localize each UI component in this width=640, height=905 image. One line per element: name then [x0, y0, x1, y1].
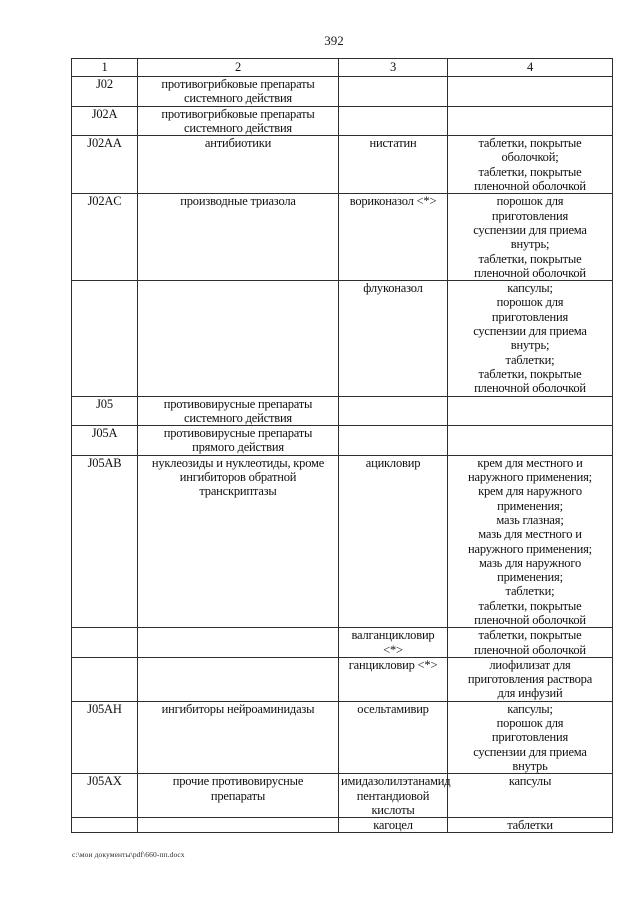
cell-drug — [339, 194, 448, 281]
cell-drug — [339, 396, 448, 426]
cell-line: пленочной оболочкой — [474, 381, 586, 396]
cell-line: пленочной оболочкой — [474, 179, 586, 194]
cell-forms — [448, 281, 613, 396]
cell-line: J02AC — [87, 194, 122, 209]
cell-drug — [339, 774, 451, 818]
cell-line: крем для местного и — [477, 455, 583, 470]
column-header: 3 — [339, 59, 448, 77]
cell-line: системного действия — [184, 120, 292, 135]
table-row — [72, 136, 613, 194]
cell-forms — [448, 426, 613, 456]
cell-line: приготовления — [491, 208, 569, 223]
cell-line: таблетки; — [505, 584, 555, 599]
cell-line: препараты — [210, 788, 266, 803]
cell-group — [138, 774, 339, 818]
cell-forms — [448, 136, 613, 194]
cell-line: противогрибковые препараты — [161, 106, 315, 121]
cell-forms — [448, 455, 613, 628]
cell-line: приготовления — [491, 730, 569, 745]
cell-drug — [339, 455, 448, 628]
cell-forms — [448, 106, 613, 136]
cell-group — [138, 194, 339, 281]
table-row — [72, 106, 613, 136]
cell-forms — [448, 701, 613, 773]
cell-code — [72, 396, 138, 426]
cell-line: приготовления — [491, 309, 569, 324]
cell-line: нистатин — [369, 136, 417, 151]
cell-line: J02AA — [87, 136, 122, 151]
cell-forms — [448, 77, 613, 107]
cell-code — [72, 818, 138, 833]
cell-group — [138, 657, 339, 701]
cell-line: порошок для — [496, 716, 564, 731]
cell-line: кислоты — [371, 802, 415, 817]
cell-forms — [448, 818, 613, 833]
cell-code — [72, 106, 138, 136]
cell-line: J05 — [96, 396, 113, 411]
cell-code — [72, 426, 138, 456]
cell-line: таблетки, покрытые — [478, 136, 582, 151]
table-row — [72, 77, 613, 107]
footer-file-path: с:\мои документы\pdf\660-пп.docx — [72, 850, 185, 859]
cell-line: таблетки; — [505, 352, 555, 367]
cell-group — [138, 281, 339, 396]
cell-line: капсулы; — [507, 281, 553, 296]
cell-group — [138, 77, 339, 107]
cell-drug — [339, 701, 448, 773]
cell-drug — [339, 818, 448, 833]
cell-line: ингибиторов обратной — [179, 470, 297, 485]
cell-line: таблетки, покрытые — [478, 628, 582, 643]
cell-code — [72, 657, 138, 701]
atc-drug-table — [71, 58, 613, 833]
cell-drug — [339, 281, 448, 396]
cell-code — [72, 281, 138, 396]
cell-line: системного действия — [184, 91, 292, 106]
cell-code — [72, 774, 138, 818]
cell-drug — [339, 628, 448, 658]
column-header: 1 — [72, 59, 138, 77]
column-header: 4 — [448, 59, 613, 77]
cell-line: пленочной оболочкой — [474, 265, 586, 280]
table-row — [72, 657, 613, 701]
table-row — [72, 701, 613, 773]
cell-line: ингибиторы нейроаминидазы — [161, 701, 315, 716]
cell-group — [138, 701, 339, 773]
cell-line: суспензии для приема — [473, 222, 587, 237]
cell-drug — [339, 136, 448, 194]
cell-line: лиофилизат для — [489, 657, 571, 672]
cell-code — [72, 136, 138, 194]
cell-group — [138, 628, 339, 658]
cell-line: противовирусные препараты — [163, 426, 313, 441]
cell-line: <*> — [383, 642, 403, 657]
cell-forms — [448, 396, 613, 426]
cell-group — [138, 426, 339, 456]
cell-line: мазь глазная; — [496, 512, 564, 527]
cell-line: мазь для наружного — [478, 555, 582, 570]
cell-group — [138, 136, 339, 194]
cell-line: внутрь; — [510, 338, 550, 353]
cell-line: приготовления раствора — [467, 672, 593, 687]
cell-line: J02A — [91, 106, 118, 121]
cell-line: кагоцел — [373, 818, 413, 833]
cell-line: валганцикловир — [351, 628, 435, 643]
cell-line: прочие противовирусные — [172, 774, 304, 789]
cell-line: вориконазол <*> — [349, 194, 437, 209]
cell-line: производные триазола — [180, 194, 296, 209]
cell-line: крем для наружного — [478, 484, 582, 499]
cell-group — [138, 455, 339, 628]
cell-line: оболочкой; — [501, 150, 559, 165]
cell-line: пленочной оболочкой — [474, 612, 586, 627]
cell-drug — [339, 77, 448, 107]
cell-drug — [339, 657, 448, 701]
cell-line: суспензии для приема — [473, 324, 587, 339]
cell-line: таблетки, покрытые — [478, 366, 582, 381]
cell-line: пентандиовой — [356, 788, 430, 803]
cell-line: имидазолилэтанамид — [341, 774, 451, 789]
cell-code — [72, 77, 138, 107]
cell-line: транскриптазы — [199, 484, 277, 499]
cell-line: порошок для — [496, 194, 564, 209]
cell-line: внутрь; — [510, 237, 550, 252]
cell-line: J05AB — [87, 455, 122, 470]
cell-forms — [448, 774, 613, 818]
cell-line: для инфузий — [497, 686, 563, 701]
cell-drug — [339, 426, 448, 456]
cell-line: наружного применения; — [468, 470, 592, 485]
cell-line: капсулы — [508, 774, 552, 789]
cell-line: прямого действия — [192, 440, 284, 455]
cell-line: порошок для — [496, 295, 564, 310]
cell-line: ацикловир — [365, 455, 421, 470]
cell-line: системного действия — [184, 410, 292, 425]
cell-line: таблетки, покрытые — [478, 251, 582, 266]
cell-code — [72, 701, 138, 773]
table-header-row — [72, 59, 613, 77]
cell-line: J05AX — [87, 774, 122, 789]
cell-line: таблетки, покрытые — [478, 598, 582, 613]
cell-line: флуконазол — [363, 281, 423, 296]
table-row — [72, 426, 613, 456]
table-row — [72, 194, 613, 281]
cell-line: применения; — [497, 498, 563, 513]
cell-forms — [448, 194, 613, 281]
cell-line: противовирусные препараты — [163, 396, 313, 411]
cell-group — [138, 106, 339, 136]
table-row — [72, 774, 613, 818]
table-row — [72, 818, 613, 833]
cell-forms — [448, 628, 613, 658]
cell-line: таблетки, покрытые — [478, 164, 582, 179]
table-row — [72, 281, 613, 396]
table-row — [72, 628, 613, 658]
cell-line: J05AH — [87, 701, 122, 716]
cell-line: суспензии для приема — [473, 744, 587, 759]
page-number: 392 — [324, 33, 344, 48]
cell-forms — [448, 657, 613, 701]
cell-line: капсулы; — [507, 701, 553, 716]
cell-group — [138, 396, 339, 426]
cell-line: внутрь — [512, 758, 548, 773]
cell-code — [72, 628, 138, 658]
cell-group — [138, 818, 339, 833]
cell-drug — [339, 106, 448, 136]
cell-line: J05A — [91, 426, 118, 441]
cell-line: ганцикловир <*> — [348, 657, 438, 672]
table-row — [72, 455, 613, 628]
cell-code — [72, 455, 138, 628]
cell-line: наружного применения; — [468, 541, 592, 556]
cell-line: нуклеозиды и нуклеотиды, кроме — [151, 455, 325, 470]
cell-line: J02 — [96, 77, 113, 91]
cell-line: таблетки — [507, 818, 553, 833]
cell-line: мазь для местного и — [478, 527, 582, 542]
cell-code — [72, 194, 138, 281]
cell-line: осельтамивир — [357, 701, 429, 716]
table-row — [72, 396, 613, 426]
cell-line: антибиотики — [204, 136, 272, 151]
column-header: 2 — [138, 59, 339, 77]
cell-line: применения; — [497, 570, 563, 585]
cell-line: противогрибковые препараты — [161, 77, 315, 91]
cell-line: пленочной оболочкой — [474, 642, 586, 657]
